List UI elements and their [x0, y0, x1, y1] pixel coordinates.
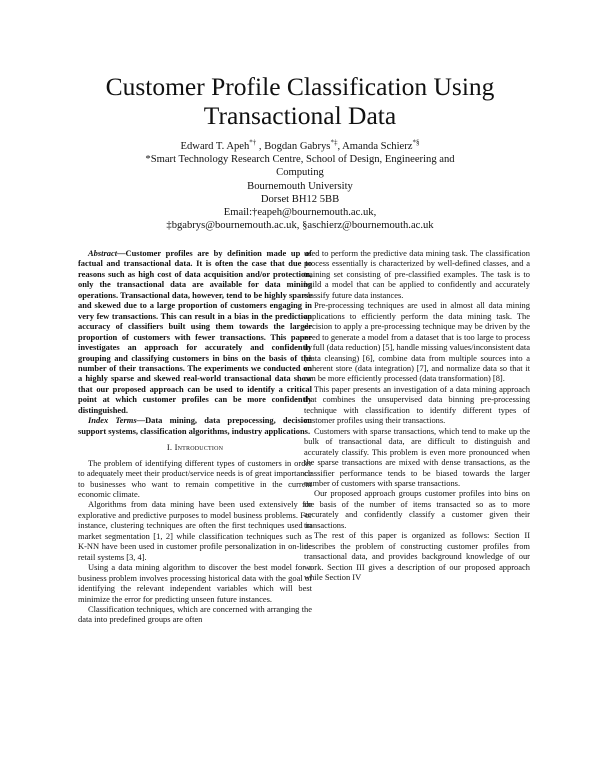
paragraph: The problem of identifying different types of customers in order to adequately meet their product/service needs is of great importance to businesses who want to remain competitive in the current economic climate. — [78, 457, 312, 499]
right-column — [304, 248, 530, 583]
affiliation-line: Bournemouth University — [247, 180, 353, 192]
title-line-1: Customer Profile Classification Using — [105, 72, 495, 101]
paragraph: This paper presents an investigation of a data mining approach that combines the unsupervised data binning pre-processing technique with classification to identify different types of customer profiles using their transactions. — [304, 383, 530, 426]
affiliation-line: Dorset BH12 5BB — [260, 193, 340, 205]
index-terms: Index Terms—Data mining, data prepocessing, decision support systems, classification algorithms, industry applications. — [78, 415, 313, 436]
section-heading: I. Introduction — [166, 442, 224, 453]
paper-title — [0, 72, 600, 130]
paragraph: Our proposed approach groups customer profiles into bins on the basis of the number of items transacted so as to more accurately and confidently classify a customer given their transactions. — [304, 488, 530, 530]
affiliation-line: *Smart Technology Research Centre, School of Design, Engineering and — [145, 154, 455, 166]
paragraph: Using a data mining algorithm to discover the best model for a business problem involves processing historical data with the goal of identifying the relevant independent variables which will best minimize the error for predicting unseen future instances. — [78, 562, 312, 604]
author-names: Edward T. Apeh*† , Bogdan Gabrys*‡, Amanda Schierz*§ — [180, 138, 420, 152]
author-block — [0, 140, 600, 232]
title-line-2: Transactional Data — [203, 101, 397, 130]
paragraph: Customers with sparse transactions, which tend to make up the bulk of transactional data, are difficult to distinguish and accurately classify. This problem is even more pronounced when the sparse transactions are mixed with dense transactions, as the classifier performance tends to be biased towards the larger number of customers with sparse transactions. — [304, 425, 530, 488]
email-line: ‡bgabrys@bournemouth.ac.uk, §aschierz@bournemouth.ac.uk — [166, 220, 434, 232]
left-column — [78, 248, 312, 625]
paragraph: used to perform the predictive data mining task. The classification process essentially is characterized by well-defined classes, and a training set consisting of pre-classified examples. The task is to build a model that can be applied to confidently and accurately classify future data instances. — [304, 248, 530, 300]
paragraph: Classification techniques, which are concerned with arranging the data into predefined groups are often — [78, 603, 312, 625]
paragraph: Pre-processing techniques are used in almost all data mining applications to efficiently perform the data mining task. The decision to apply a pre-processing technique may be driven by the need to generate a model from a dataset that is too large to process in full (data reduction) [5], handle missing values/inconsistent data (data cleansing) [6], combine data from multiple sources into a coherent store (data integration) [7], and normalize data so that it can be more efficiently processed (data transformation) [8]. — [304, 300, 530, 384]
email-line: Email:†eapeh@bournemouth.ac.uk, — [223, 207, 377, 219]
paragraph: Algorithms from data mining have been used extensively for explorative and predictive purposes to model business problems. For instance, clustering techniques are often the first techniques used in market segmentation [1, 2] while classification techniques such as K-NN have been used in customer profile personalization in on-line retail systems [3, 4]. — [78, 499, 312, 562]
abstract: Abstract—Customer profiles are by definition made up of factual and transactional data. It is often the case that due to reasons such as high cost of data acquisition and/or protection, only the transactional data are available for data mining operations. Transactional data, however, tend to be highly sparse and skewed due to a large proportion of customers engaging in very few transactions. This can result in a bias in the prediction accuracy of classifiers built using them towards the larger proportion of customers with fewer transactions. This paper investigates an approach for accurately and confidently grouping and classifying customers in bins on the basis of the number of their transactions. The experiments we conducted on a highly sparse and skewed real-world transactional data show that our proposed approach can be used to identify a critical point at which customer profiles can be more confidently distinguished. — [78, 248, 312, 415]
paragraph: The rest of this paper is organized as follows: Section II describes the problem of constructing customer profiles from transactional data, and provides background knowledge of our work. Section III gives a description of our proposed approach while Section IV — [304, 530, 530, 583]
affiliation-line: Computing — [276, 167, 324, 179]
